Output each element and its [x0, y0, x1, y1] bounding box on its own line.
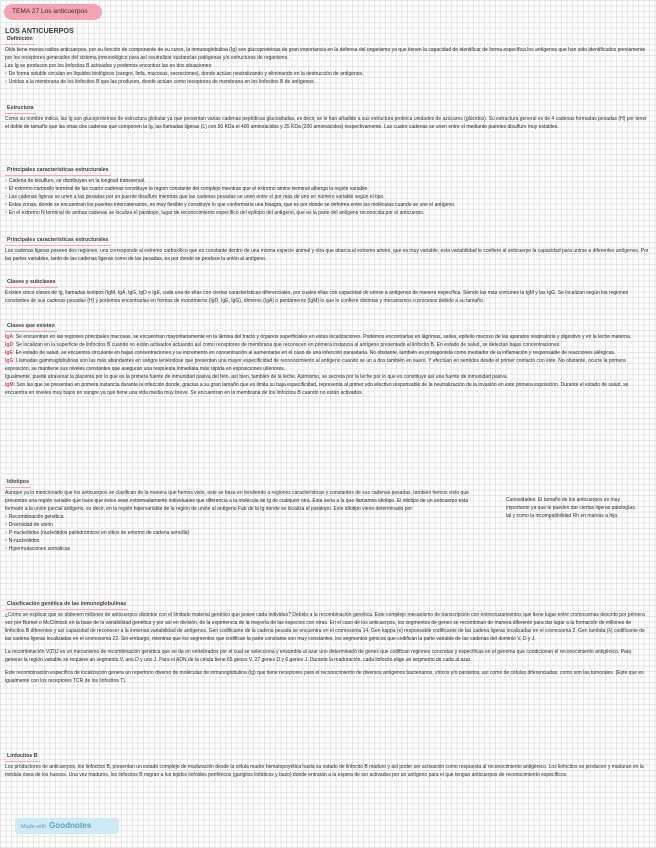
- bullet-icon: •: [5, 185, 7, 192]
- main-title: LOS ANTICUERPOS: [5, 26, 74, 35]
- paragraph: Las Ig se producen por los linfocitos B activados y podemos encontrar las en dos situaciones:: [5, 62, 213, 69]
- class-item-iga: IgA: Se encuentran en las regiones principales mucosas, se encuentran mayoritariamente en la lámina del tracto y órganos superficiales en estas localizaciones. Podemos encontrarlas en lágrimas, saliva, epitelio mucoso de las aparatos respiratorio y digestivo y en la leche materna.: [5, 333, 632, 340]
- paragraph: ¿Cómo se explicar que se obtienen millones de anticuerpos distintos con el limitado material genético que posee cada individuo? Debido a la recombinación genética. Este complejo mecanismo de transcripción con entrecruzamientos que tiene lugar entre cromosomas descrito por primera vez por Burnet o McClintock en la base de la variabilidad genética y por así en división, de la experiencia de la mayoría de las especies con otras. En el caso de los anticuerpos, los segmentos de genes se recombinan de manera diferente para dar lugar a la formación de millones de linfocitos B diferentes y así capacidad de reconocer a la inmensa variabilidad de antígenos. Gen codificante de la cadena pesada se encuentra en el cromosoma 14. Gen kappa (κ) responsable codificante de las cadena ligeras localizadas en el cromosoma 2. Gen lambda (λ) codificante de las cadena ligeras localizadas en el cromosoma 22. Sin embargo, mientras que los segmentos que codifican la parte constante son muy constantes, los segmentos génicos que codifican la parte variable de las cadenas del dominio V, D y J.: [5, 611, 645, 642]
- class-item-ige: IgE: En estado de salud, se encuentra circulante en bajas concentraciones y su incremento en concentración al aumentarse en el caso de una infección parasitaria. No obstante, también es protagonista como mediador de la inflamación y responsable de reacciones alérgicas.: [5, 349, 616, 356]
- class-tag: IgG: [5, 357, 14, 364]
- list-item: • Recombinación genética: [5, 513, 64, 520]
- class-tag: IgE: [5, 349, 13, 356]
- goodnotes-logo-text: Goodnotes: [49, 821, 92, 830]
- section-structure: [5, 104, 649, 131]
- section-genetic-classification: [5, 600, 649, 685]
- page-title: TEMA 27 Los anticuerpos: [12, 8, 88, 15]
- list-item: • De forma soluble circulan en líquidos biológicos (sangre, linfa, mucosas, secreciones), donde actúan neutralizando y eliminando en la destrucción de antígenos.: [5, 70, 364, 77]
- bullet-icon: •: [5, 201, 7, 208]
- section-heading: Definición: [5, 36, 35, 45]
- section-heading: Principales características estructurales: [5, 237, 111, 246]
- paragraph: Igualmente, puede atravesar la placenta por lo que es la primera fuente de inmunidad pasiva del feto, así bien, también de la leche. Asimismo, se secreta por la leche por lo que es constituye así una fuente de inmunidad pasiva.: [5, 373, 509, 380]
- list-item: • El extremo carboxilo terminal de las cuatro cadenas constituye la región constante del complejo mientras que el extremo amino terminal alberga la región variable.: [5, 185, 369, 192]
- paragraph: Las cadenas ligeras poseen dos regiones: una corresponde al extremo carboxílico que es constante dentro de una misma especie animal y otra que abarca al extremo amino, que es muy variable, esta variabilidad le confiere al anticuerpo la capacidad para unirse a diferentes antígenos. Por las partes variables, tanto de las cadenas ligeras como de las pesadas, es por donde se produce la unión al antígeno.: [5, 247, 649, 262]
- section-idiotypes: [5, 478, 485, 553]
- class-item-igm: IgM: Son las que se presentan en primera instancia durante la infección donde, gracias a su gran tamaño que es limita su baja especificidad, representa al primer ydo efectivo responsable de la neutralización de la invasión en este primera exposición. Durante el estado de salud, se encuentra en niveles muy bajos en sangre ya que tiene una vida media muy breve. Se encuentran en la membrana de los linfocitos B cuando no están activados.: [5, 382, 629, 397]
- section-heading: Idiotipos: [5, 479, 31, 488]
- bullet-icon: •: [5, 521, 7, 528]
- made-with-label: Made with: [21, 824, 47, 830]
- paragraph: Olds tiene menos radios anticuerpos, por su función de componente de su curso, la inmunoglobulina (Ig) son glucoproteínas de gran importancia en la defensa del organismo ya que tienen la capacidad de identificar de forma específica los antígenos que han sido identificados previamente por los receptores generados del sistema inmunológico para así neutralizar sustancias patógenas y/o estructuras de organismo.: [5, 46, 646, 61]
- section-classes-subclasses: [5, 278, 649, 305]
- list-item: • N-nucleótidos: [5, 538, 40, 545]
- section-structural-features-2: [5, 236, 649, 263]
- bullet-icon: •: [5, 209, 7, 216]
- bullet-icon: •: [5, 78, 7, 85]
- class-item-igd: IgD: Se localizan en la superficie de linfocitos B cuando no están activados actuando así como receptores de membrana que reconocen en primera instancia al antígeno presentado al linfocito B. En estado de salud, se detectan bajas concentraciones.: [5, 341, 561, 348]
- section-heading: Estructura: [5, 105, 36, 114]
- list-item: • Estas zonas, donde se encuentran los puentes intercatenarios, es muy flexible y constituye lo que conformaría una bisagra, que es por donde se deforma entre las moléculas cuando se une el antígeno.: [5, 201, 456, 208]
- bullet-icon: •: [5, 546, 7, 553]
- paragraph: Aunque ya lo mencionado que los anticuerpos se clasifican de la manera que hemos visto, este se basa en tendiendo a regiones características y constantes de sus cadenas pesadas, también hemos visto que presentan una región variable que hace que éstos sean extremadamente individuales que diferencia a la molécula de Ig de cualquier otra. Esta sería a la que llamamos idiotipo. El idiotipo de un anticuerpo está formado a la unión parcial antígeno, es decir, en la región hipervariable de la región de unión al antígeno Fab de la Ig donde se localiza el parátopo. Este idiotipo viene determinado por:: [5, 489, 469, 512]
- curiosity-note: Curiosidades: El tamaño de los anticuerpos es muy importante ya que le pueden dar ciertas ligeras patologías, tal y como la incompatibilidad Rh en mamás a hijo.: [506, 497, 637, 520]
- class-item-igg: IgG: Llamadas gammaglobulinas son las más abundantes en sangre teniéndose que presentan una mayor especificidad de reconocimiento al antígeno cuando se un a dos también en suero. Y efectúan en sentidos desde el primer contacto con éste. No obstante, ocurre la primera exposición, se mantiene sus niveles constantes que aseguran una respuesta inmediata más rápida en exposiciones ulteriores.: [5, 357, 626, 372]
- list-item: • En el extremo N terminal de ambas cadenas se localiza el parátopo, lugar de reconocimiento específico del epítopo del antígeno, que es la parte del antígeno reconocida por el anticuerpo.: [5, 209, 425, 216]
- list-item: • Las cadenas ligeras se unen a las pesadas por un puente disulfuro mientras que las cadenas pesadas se unen entre sí por más de uno en número variable según el tipo.: [5, 193, 385, 200]
- list-item: • Diversidad de unión: [5, 521, 53, 528]
- section-heading: Clases que existen: [5, 323, 57, 332]
- section-heading: Principales características estructurales: [5, 167, 111, 176]
- page-title-badge: [4, 4, 102, 20]
- paragraph: Los productores de anticuerpos, los linfocitos B, presentan un estado complejo de maduración desde la célula madre hematopoyética hasta su estado de linfocito B maduro y así poder ser activación como respuesta al reconocimiento antigénico. Los linfocitos se producen y maduran en la médula ósea de los huesos. Una vez maduros, los linfocitos B migran a los tejidos linfoides periféricos (ganglios linfáticos y bazo) donde entrarán a la espera de ser activados por un antígeno para el que tengan anticuerpos de reconocimiento específicos.: [5, 763, 644, 778]
- bullet-icon: •: [5, 177, 7, 184]
- paragraph: Este recombinación específica de localización genera un repertorio diverso de moléculas de inmunoglobulina (Ig) que tiene receptores para el reconocimiento de diversos antígenos bacterianos, víricos y/o parásitos, así como de células diferenciadas, como son las tumorales. (Este que es igualmente con los receptores TCR de los linfocitos T).: [5, 670, 644, 685]
- list-item: • P-nucleótidos (nucleótidos palindrómicos en sitios de entorno de cadena sencilla): [5, 529, 190, 536]
- section-heading: Linfocitos B: [5, 753, 40, 762]
- section-heading: Clasificación genética de las inmunoglobulinas: [5, 601, 128, 610]
- bullet-icon: •: [5, 70, 7, 77]
- class-tag: IgD: [5, 341, 14, 348]
- section-b-lymphocytes: [5, 752, 649, 779]
- bullet-icon: •: [5, 193, 7, 200]
- list-item: • Hipermutaciones somáticas: [5, 546, 71, 553]
- section-structural-features: [5, 166, 649, 217]
- bullet-icon: •: [5, 513, 7, 520]
- section-heading: Clases y subclases: [5, 279, 58, 288]
- section-existing-classes: [5, 322, 649, 397]
- bullet-icon: •: [5, 538, 7, 545]
- class-tag: IgA: [5, 333, 14, 340]
- goodnotes-badge[interactable]: [15, 818, 119, 834]
- section-definition: [5, 35, 649, 86]
- class-tag: IgM: [5, 382, 14, 389]
- list-item: • Cadena de bisulfuro, se distribuyen en la longitud transversal.: [5, 177, 146, 184]
- bullet-icon: •: [5, 529, 7, 536]
- paragraph: Existen cinco clases de Ig, llamadas isotipos (IgM, IgA, IgG, IgD e IgE, cada una de ellas con ciertas características diferenciales, por cuales ellas con capacidad de unirse a antígenos de manera específica. Siendo las más comunes la IgM y las IgG. Se localizan según los regiones constantes de sus cadenas pesadas (H) y podemos encontrarlas en formas de monómeros (IgD, IgE, IgG), dímeros (IgA) o pentámeros (IgM) lo que le confiere distintas y mecanismos o procesos debido a su tamaño.: [5, 289, 629, 304]
- list-item: • Unidas a la membrana de los linfocitos B que las producen, donde actúan como receptores de membrana en los linfocitos B de antígenos.: [5, 78, 316, 85]
- paragraph: La recombinación V(D)J es un mecanismo de recombinación genética que se da en vertebrados por el cual se selecciona y ensambla al azar uno determinado de genes que codifican regiones concretas y específicas en el genoma que condicionan el reconocimiento antigénico. Para generar la región variable se requiere un segmento V, uno D y uno J. Para el ADN de la célula tiene 65 genes V, 27 genes D y 6 genes J. Durante la maduración, cada linfocito elige un segmento de cada al azar.: [5, 648, 632, 663]
- paragraph: Como su nombre indica, las Ig son glucoproteínas de estructura globular ya que presentan varias cadenas peptídicas glucosiladas, es decir, se le han añadido a sus estructura proteica unidades de azúcares (glúcidos). Su estructura general es de 4 cadenas formadas pesadas (H) por tener el doble de tamaño que las otras dos cadenas que componen la Ig, las llamadas ligeras (L) con 50 KDa el 400 aminoácidos y 25 KDa (200 aminoácidos) respectivamente. Las cuatro cadenas se unen entre sí mediante puentes disulfuro muy estables.: [5, 115, 647, 130]
